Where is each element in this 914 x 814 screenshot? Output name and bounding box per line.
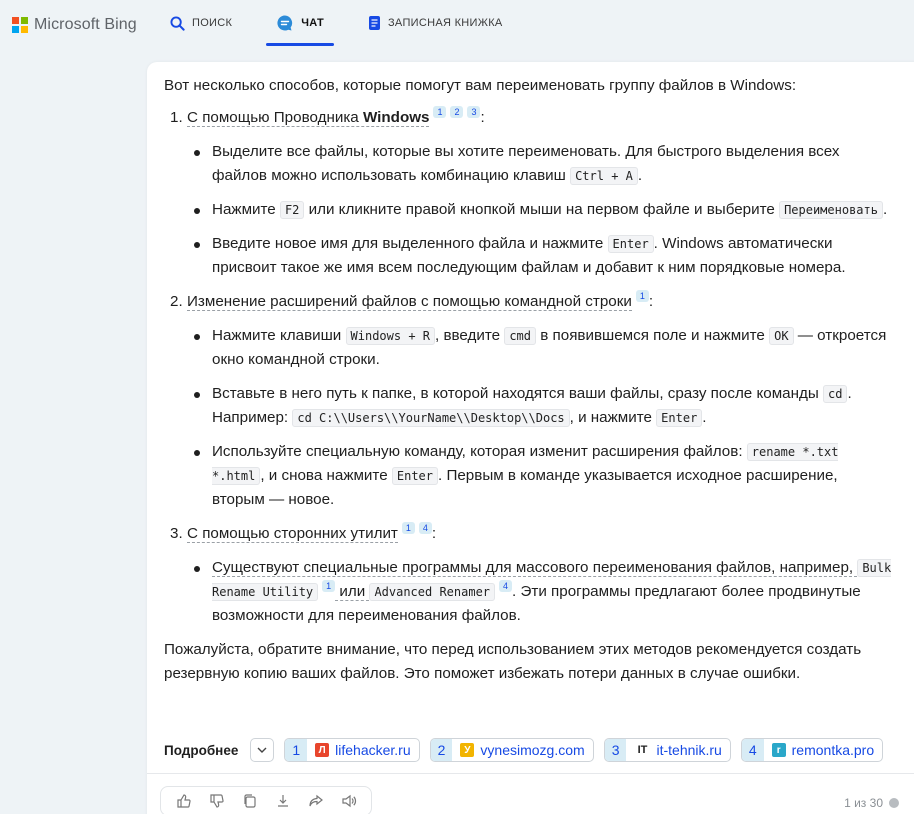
chevron-down-icon (257, 747, 267, 753)
keyboard-code: rename *.txt *.html (212, 445, 839, 483)
thumbs-up-icon (176, 793, 192, 809)
nav-tab-search[interactable] (160, 0, 242, 46)
step-text: . (882, 201, 888, 218)
keyboard-code: Enter (608, 235, 654, 253)
citation-badge[interactable]: 3 (467, 106, 480, 118)
thumbs-down-icon (209, 793, 225, 809)
keyboard-code: Переименовать (779, 201, 883, 219)
step-list (192, 324, 894, 512)
top-header (0, 0, 914, 48)
source-number: 2 (431, 739, 453, 761)
method-number: 1. (170, 109, 183, 126)
source-link[interactable] (284, 738, 419, 762)
citation-badge[interactable]: 1 (322, 580, 335, 592)
step-text: . Эти программы предлагают более продвинутые возможности для переименования файлов. (212, 583, 861, 624)
step-text: . Windows автоматически присвоит такое же имя всем последующим файлам и добавит к ним порядковые номера. (212, 235, 846, 276)
method-title[interactable] (187, 293, 632, 311)
method-title-bold: Windows (362, 109, 430, 126)
method-title[interactable] (187, 109, 429, 127)
citation-badge[interactable]: 2 (450, 106, 463, 118)
answer-intro: Вот несколько способов, которые помогут вам переименовать группу файлов в Windows: (164, 77, 797, 94)
keyboard-code: F2 (280, 201, 304, 219)
logo-text: Microsoft Bing (34, 16, 137, 33)
nav-tab-chat[interactable] (266, 0, 334, 46)
step-text: Используйте специальную команду, которая изменит расширения файлов: (212, 443, 747, 460)
step-list (192, 556, 894, 628)
learn-more-label: Подробнее (164, 742, 239, 758)
step-item (192, 440, 894, 512)
expand-sources-button[interactable] (250, 738, 274, 762)
source-link[interactable] (741, 738, 883, 762)
step-list (192, 140, 894, 280)
top-nav (160, 0, 537, 46)
step-text: Существуют специальные программы для массового переименования файлов, например, (212, 559, 858, 576)
read-aloud-button[interactable] (332, 787, 365, 814)
method-title[interactable] (187, 525, 398, 543)
step-text: или (335, 583, 370, 600)
response-counter (844, 796, 899, 810)
step-text: , и нажмите (569, 409, 657, 426)
step-item (192, 198, 894, 222)
step-text: Нажмите (212, 201, 280, 218)
favicon-icon: Л (315, 743, 329, 757)
step-text: Введите новое имя для выделенного файла и нажмите (212, 235, 608, 252)
share-icon (308, 793, 324, 809)
chat-answer-card (147, 62, 914, 814)
bing-logo[interactable] (12, 16, 137, 34)
speaker-icon (341, 793, 357, 809)
divider (147, 773, 914, 774)
status-dot-icon (889, 798, 899, 808)
step-text: Вставьте в него путь к папке, в которой находятся ваши файлы, сразу после команды (212, 385, 824, 402)
step-text: , введите (435, 327, 505, 344)
source-link[interactable] (604, 738, 731, 762)
dislike-button[interactable] (200, 787, 233, 814)
microsoft-logo-icon (12, 17, 28, 33)
favicon-icon: IT (634, 743, 650, 757)
step-text: — откроется окно командной строки. (212, 327, 887, 368)
nav-tab-notebook[interactable] (358, 0, 513, 46)
keyboard-code: Ctrl + A (570, 167, 638, 185)
keyboard-code: Bulk Rename Utility (212, 561, 892, 599)
method-number: 3. (170, 525, 183, 542)
step-item (192, 140, 894, 188)
source-number: 1 (285, 739, 307, 761)
step-item (192, 324, 894, 372)
source-site: it-tehnik.ru (656, 742, 722, 758)
citation-badge[interactable]: 1 (433, 106, 446, 118)
share-button[interactable] (299, 787, 332, 814)
source-site: remontka.pro (791, 742, 875, 758)
nav-tab-label: ЧАТ (301, 17, 324, 29)
keyboard-code: OK (769, 327, 793, 345)
source-site: lifehacker.ru (335, 742, 411, 758)
step-text: Нажмите клавиши (212, 327, 346, 344)
favicon-icon: r (772, 743, 786, 757)
learn-more-bar (164, 738, 883, 762)
step-text: , и снова нажмите (260, 467, 392, 484)
method-list (164, 106, 894, 628)
keyboard-code: Enter (392, 467, 438, 485)
citation-badge[interactable]: 1 (636, 290, 649, 302)
like-button[interactable] (167, 787, 200, 814)
download-icon (275, 793, 291, 809)
notebook-icon (368, 15, 381, 31)
method-number: 2. (170, 293, 183, 310)
favicon-icon: У (460, 743, 474, 757)
method-title-text: С помощью Проводника (187, 109, 363, 126)
step-text: . (637, 167, 643, 184)
method-title-bold: Изменение расширений файлов с помощью командной строки (187, 293, 632, 310)
step-text: или кликните правой кнопкой мыши на первом файле и выберите (304, 201, 780, 218)
step-item (192, 382, 894, 430)
step-text: . (702, 409, 707, 426)
chat-icon (276, 14, 294, 32)
step-text: Выделите все файлы, которые вы хотите переименовать. Для быстрого выделения всех файлов можно использовать комбинацию клавиш (212, 143, 840, 184)
source-link[interactable] (430, 738, 594, 762)
source-number: 4 (742, 739, 764, 761)
answer-outro: Пожалуйста, обратите внимание, что перед использованием этих методов рекомендуется создать резервную копию ваших файлов. Это поможет избежать потери данных в случае ошибки. (164, 641, 862, 682)
keyboard-code: Windows + R (346, 327, 435, 345)
message-actions-toolbar (160, 786, 372, 814)
source-number: 3 (605, 739, 627, 761)
method-title-text: С помощью сторонних утилит (187, 525, 398, 542)
method-item: 1. С помощью Проводника Windows $^1$ $^2$ $^3$ : Выделите все файлы, которые вы хотите переименовать. Для быстрого выделения всех файлов можно использовать комбинацию клавиш Ctrl + A . Нажмите F2 или кликните правой кнопкой мыши на первом файле и выберите Переименовать . Введите новое имя для выделенного файла и нажмите Enter . Windows автоматически присвоит такое же имя всем последующим файлам и добавит к ним порядковые номера. (164, 106, 894, 280)
nav-tab-label: ПОИСК (192, 17, 233, 29)
search-icon (170, 16, 185, 31)
step-item (192, 556, 894, 628)
step-text: . Первым в команде указывается исходное расширение, вторым — новое. (212, 467, 838, 508)
citation-badge[interactable]: 4 (419, 522, 432, 534)
export-button[interactable] (266, 787, 299, 814)
keyboard-code: cmd (504, 327, 536, 345)
copy-button[interactable] (233, 787, 266, 814)
citation-badge[interactable]: 4 (499, 580, 512, 592)
keyboard-code: Enter (656, 409, 702, 427)
copy-icon (242, 793, 258, 809)
response-count-text: 1 из 30 (844, 796, 883, 810)
keyboard-code: cd C:\\Users\\YourName\\Desktop\\Docs (292, 409, 569, 427)
citation-badge[interactable]: 1 (402, 522, 415, 534)
step-text: в появившемся поле и нажмите (536, 327, 770, 344)
source-site: vynesimozg.com (480, 742, 585, 758)
keyboard-code: cd (823, 385, 847, 403)
keyboard-code: Advanced Renamer (369, 583, 495, 601)
nav-tab-label: ЗАПИСНАЯ КНИЖКА (387, 17, 503, 29)
method-item: 2. Изменение расширений файлов с помощью командной строки $^1$ : Нажмите клавиши Windows + R , введите cmd в появившемся поле и нажмите OK — откроется окно командной строки. Вставьте в него путь к папке, в которой находятся ваши файлы, сразу после команды cd . Например: cd C:\\Users\\YourName\\Desktop\\Docs , и нажмите Enter . Используйте специальную команду, которая изменит расширения файлов: rename *.txt *.html , и снова нажмите Enter . Первым в команде указывается исходное расширение, вторым — новое. (164, 290, 894, 512)
step-item (192, 232, 894, 280)
method-item: 3. С помощью сторонних утилит $^1$ $^4$ : Существуют специальные программы для массового переименования файлов, например, Bulk Rename Utility $^1$ или Advanced Renamer $^4$ . Эти программы предлагают более продвинутые возможности для переименования файлов. (164, 522, 894, 628)
step-text: . Например: (212, 385, 852, 426)
answer-content (164, 74, 894, 686)
